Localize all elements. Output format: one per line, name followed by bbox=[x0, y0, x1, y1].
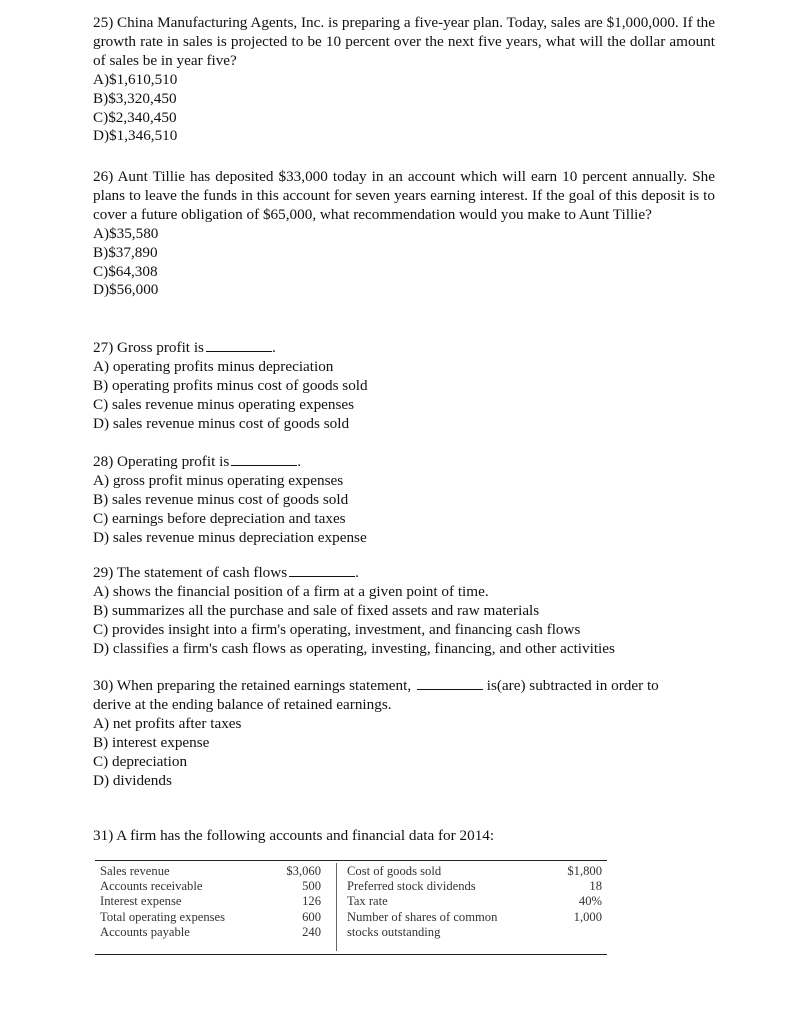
table-cell: stocks outstanding bbox=[347, 924, 441, 939]
option-d: D)$1,346,510 bbox=[93, 127, 178, 145]
table-cell: 18 bbox=[589, 879, 602, 894]
table-cell: Sales revenue bbox=[100, 864, 170, 878]
question-26 bbox=[93, 168, 715, 300]
financial-data-table bbox=[95, 860, 607, 955]
option-d: D) classifies a firm's cash flows as operating, investing, financing, and other activities bbox=[93, 639, 615, 657]
left-values-column bbox=[275, 864, 321, 940]
option-a: A) gross profit minus operating expenses bbox=[93, 471, 344, 489]
option-b: B)$3,320,450 bbox=[93, 89, 177, 107]
option-d: D) sales revenue minus cost of goods sold bbox=[93, 414, 350, 432]
option-c: C) depreciation bbox=[93, 752, 188, 770]
question-stem: 27) Gross profit is . bbox=[93, 339, 276, 356]
question-stem: 31) A firm has the following accounts and financial data for 2014: bbox=[93, 827, 495, 844]
table-cell: 40% bbox=[578, 894, 602, 909]
table-cell: $1,800 bbox=[567, 864, 602, 878]
option-c: C)$64,308 bbox=[93, 262, 158, 280]
question-stem: 25) China Manufacturing Agents, Inc. is preparing a five-year plan. Today, sales are $1,000,000. If the growth rate in sales is projected to be 10 percent over the next five years, what will the dollar amount of sales be in year five? bbox=[93, 14, 715, 69]
option-b: B)$37,890 bbox=[93, 243, 158, 261]
option-c: C)$2,340,450 bbox=[93, 108, 177, 126]
table-cell: 500 bbox=[302, 879, 321, 894]
answer-blank bbox=[206, 350, 272, 352]
option-b: B) operating profits minus cost of goods sold bbox=[93, 376, 368, 394]
table-cell: Accounts payable bbox=[100, 924, 190, 939]
table-cell: 126 bbox=[302, 894, 321, 909]
answer-blank bbox=[289, 575, 355, 577]
option-c: C) sales revenue minus operating expenses bbox=[93, 395, 355, 413]
column-divider bbox=[336, 863, 337, 951]
question-29 bbox=[93, 564, 715, 659]
table-cell: Interest expense bbox=[100, 894, 182, 909]
option-a: A)$1,610,510 bbox=[93, 70, 178, 88]
question-stem: 26) Aunt Tillie has deposited $33,000 today in an account which will earn 10 percent annually. She plans to leave the funds in this account for seven years earning interest. If the goal of this deposit is to cover a future obligation of $65,000, what recommendation would you make to Aunt Tillie? bbox=[93, 168, 715, 223]
table-cell: 600 bbox=[302, 909, 321, 924]
question-28 bbox=[93, 453, 715, 548]
question-31 bbox=[93, 827, 715, 846]
option-d: D)$56,000 bbox=[93, 281, 159, 299]
option-c: C) provides insight into a firm's operating, investment, and financing cash flows bbox=[93, 620, 581, 638]
question-stem: 30) When preparing the retained earnings statement, is(are) subtracted in order to bbox=[93, 677, 659, 694]
option-c: C) earnings before depreciation and taxes bbox=[93, 509, 346, 527]
table-cell: 1,000 bbox=[573, 909, 602, 924]
answer-blank bbox=[417, 688, 483, 690]
table-cell: Tax rate bbox=[347, 894, 388, 909]
table-cell: Total operating expenses bbox=[100, 909, 226, 924]
table-cell: $3,060 bbox=[286, 864, 321, 878]
table-cell: Preferred stock dividends bbox=[347, 879, 476, 894]
table-cell: Number of shares of common bbox=[347, 909, 498, 924]
question-25 bbox=[93, 14, 715, 146]
option-d: D) sales revenue minus depreciation expense bbox=[93, 528, 367, 546]
option-b: B) sales revenue minus cost of goods sold bbox=[93, 490, 349, 508]
option-a: A)$35,580 bbox=[93, 224, 159, 242]
option-a: A) operating profits minus depreciation bbox=[93, 357, 334, 375]
table-cell: Cost of goods sold bbox=[347, 864, 442, 878]
question-stem: 29) The statement of cash flows . bbox=[93, 564, 359, 581]
option-a: A) net profits after taxes bbox=[93, 714, 242, 732]
option-b: B) interest expense bbox=[93, 733, 210, 751]
table-cell: Accounts receivable bbox=[100, 879, 203, 894]
question-stem: 28) Operating profit is . bbox=[93, 453, 302, 470]
right-labels-column bbox=[347, 864, 547, 940]
table-cell bbox=[550, 925, 602, 940]
left-labels-column bbox=[100, 864, 270, 940]
answer-blank bbox=[231, 464, 297, 466]
question-30 bbox=[93, 677, 715, 790]
question-27 bbox=[93, 339, 715, 434]
option-b: B) summarizes all the purchase and sale of fixed assets and raw materials bbox=[93, 601, 540, 619]
right-values-column bbox=[550, 864, 602, 940]
question-stem-continued: derive at the ending balance of retained earnings. bbox=[93, 695, 392, 713]
option-a: A) shows the financial position of a firm at a given point of time. bbox=[93, 582, 489, 600]
table-cell: 240 bbox=[302, 924, 321, 939]
option-d: D) dividends bbox=[93, 771, 172, 789]
